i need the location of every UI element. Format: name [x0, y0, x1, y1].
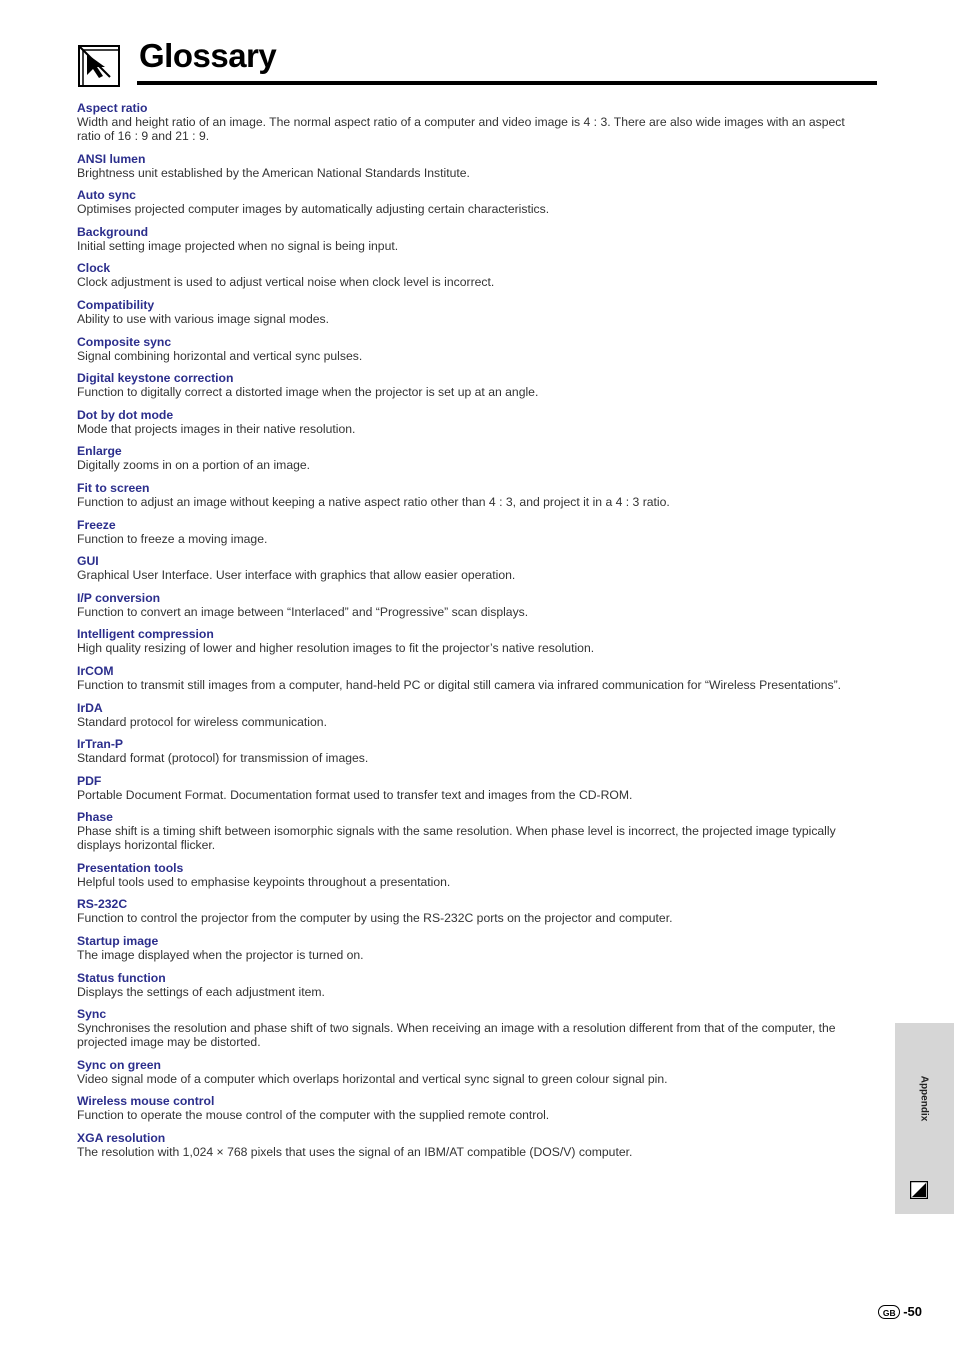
glossary-term: I/P conversion: [77, 590, 161, 605]
glossary-term: Clock: [77, 261, 111, 276]
page-title: Glossary: [139, 37, 277, 74]
glossary-entry: [77, 1058, 867, 1086]
glossary-definition: Portable Document Format. Documentation format used to transfer text and images from the CD-ROM.: [77, 787, 633, 802]
glossary-term: IrDA: [77, 700, 103, 715]
glossary-term: Dot by dot mode: [77, 407, 174, 422]
glossary-entry: [77, 774, 867, 802]
glossary-entry: [77, 627, 867, 655]
glossary-entry: [77, 225, 867, 253]
glossary-term: Intelligent compression: [77, 627, 214, 642]
glossary-term: Status function: [77, 970, 166, 985]
glossary-definition: Displays the settings of each adjustment item.: [77, 984, 325, 999]
glossary-entry: [77, 481, 867, 509]
glossary-entry: [77, 810, 867, 852]
glossary-entry: [77, 298, 867, 326]
glossary-definition: Brightness unit established by the American National Standards Institute.: [77, 165, 470, 180]
glossary-term: Presentation tools: [77, 860, 184, 875]
glossary-term: Fit to screen: [77, 480, 150, 495]
glossary-term: GUI: [77, 554, 99, 569]
glossary-entry: [77, 664, 867, 692]
glossary-term: Wireless mouse control: [77, 1094, 215, 1109]
glossary-definition: Function to operate the mouse control of the computer with the supplied remote control.: [77, 1108, 550, 1123]
page-number: [878, 1304, 922, 1319]
glossary-definition: Clock adjustment is used to adjust vertical noise when clock level is incorrect.: [77, 275, 495, 290]
glossary-term: ANSI lumen: [77, 151, 146, 166]
side-tab-appendix: [895, 1023, 954, 1214]
glossary-list: [77, 101, 867, 1168]
glossary-entry: [77, 1094, 867, 1122]
glossary-definition: Function to convert an image between “Interlaced” and “Progressive” scan displays.: [77, 604, 529, 619]
glossary-entry: [77, 554, 867, 582]
glossary-entry: [77, 152, 867, 180]
appendix-icon: [910, 1181, 928, 1199]
glossary-entry: [77, 897, 867, 925]
glossary-definition: Mode that projects images in their native resolution.: [77, 421, 356, 436]
glossary-term: Sync: [77, 1007, 107, 1022]
glossary-definition: Optimises projected computer images by automatically adjusting certain characteristics.: [77, 202, 550, 217]
glossary-definition: High quality resizing of lower and higher resolution images to fit the projector’s native resolution.: [77, 641, 595, 656]
glossary-entry: [77, 261, 867, 289]
glossary-definition: Function to digitally correct a distorted image when the projector is set up at an angle.: [77, 385, 539, 400]
glossary-term: IrCOM: [77, 663, 114, 678]
glossary-entry: [77, 701, 867, 729]
glossary-definition: Function to freeze a moving image.: [77, 531, 268, 546]
glossary-entry: [77, 101, 867, 143]
glossary-entry: [77, 335, 867, 363]
glossary-definition: Initial setting image projected when no signal is being input.: [77, 238, 399, 253]
glossary-term: Enlarge: [77, 444, 122, 459]
glossary-definition: Signal combining horizontal and vertical sync pulses.: [77, 348, 363, 363]
glossary-term: Compatibility: [77, 297, 155, 312]
glossary-definition: Video signal mode of a computer which overlaps horizontal and vertical sync signal to green colour signal pin.: [77, 1071, 668, 1086]
glossary-term: Startup image: [77, 934, 159, 949]
glossary-entry: [77, 861, 867, 889]
glossary-term: Freeze: [77, 517, 116, 532]
glossary-entry: [77, 737, 867, 765]
region-badge: GB: [878, 1305, 900, 1319]
glossary-entry: [77, 371, 867, 399]
glossary-definition: Function to transmit still images from a computer, hand-held PC or digital still camera via infrared communication for “Wireless Presentations”.: [77, 677, 842, 692]
glossary-definition: Phase shift is a timing shift between isomorphic signals with the same resolution. When phase level is incorrect, the projected image typically displays horizontal flicker.: [77, 824, 836, 853]
glossary-entry: [77, 518, 867, 546]
glossary-term: Composite sync: [77, 334, 172, 349]
glossary-definition: Digitally zooms in on a portion of an image.: [77, 458, 311, 473]
glossary-entry: [77, 188, 867, 216]
document-arrow-icon: [78, 45, 120, 87]
glossary-term: Digital keystone correction: [77, 371, 234, 386]
glossary-term: Background: [77, 224, 149, 239]
glossary-definition: Function to adjust an image without keeping a native aspect ratio other than 4 : 3, and project it in a 4 : 3 ratio.: [77, 494, 670, 509]
glossary-entry: [77, 591, 867, 619]
glossary-definition: The resolution with 1,024 × 768 pixels that uses the signal of an IBM/AT compatible (DOS/V) computer.: [77, 1145, 633, 1160]
glossary-entry: [77, 408, 867, 436]
glossary-definition: Standard format (protocol) for transmission of images.: [77, 751, 369, 766]
title-rule: [137, 81, 877, 85]
side-tab-label: Appendix: [918, 1075, 930, 1122]
glossary-entry: [77, 444, 867, 472]
glossary-definition: Helpful tools used to emphasise keypoints throughout a presentation.: [77, 874, 451, 889]
glossary-definition: Function to control the projector from the computer by using the RS-232C ports on the projector and computer.: [77, 911, 673, 926]
glossary-definition: Graphical User Interface. User interface with graphics that allow easier operation.: [77, 568, 516, 583]
glossary-term: Phase: [77, 810, 113, 825]
page-number-value: -50: [903, 1304, 922, 1319]
glossary-term: IrTran-P: [77, 737, 124, 752]
glossary-term: Auto sync: [77, 188, 136, 203]
glossary-definition: Standard protocol for wireless communication.: [77, 714, 327, 729]
glossary-definition: Synchronises the resolution and phase shift of two signals. When receiving an image with a resolution different from that of the computer, the projected image may be distorted.: [77, 1021, 836, 1050]
glossary-definition: Width and height ratio of an image. The normal aspect ratio of a computer and video image is 4 : 3. There are also wide images with an aspect ratio of 16 : 9 and 21 : 9.: [77, 115, 845, 143]
glossary-term: Aspect ratio: [77, 101, 148, 115]
glossary-entry: [77, 934, 867, 962]
glossary-definition: The image displayed when the projector is turned on.: [77, 948, 364, 963]
glossary-entry: [77, 1007, 867, 1049]
glossary-term: RS-232C: [77, 897, 128, 912]
glossary-term: Sync on green: [77, 1057, 161, 1072]
glossary-definition: Ability to use with various image signal modes.: [77, 311, 329, 326]
glossary-entry: [77, 971, 867, 999]
glossary-term: XGA resolution: [77, 1131, 166, 1146]
glossary-entry: [77, 1131, 867, 1159]
glossary-term: PDF: [77, 773, 102, 788]
